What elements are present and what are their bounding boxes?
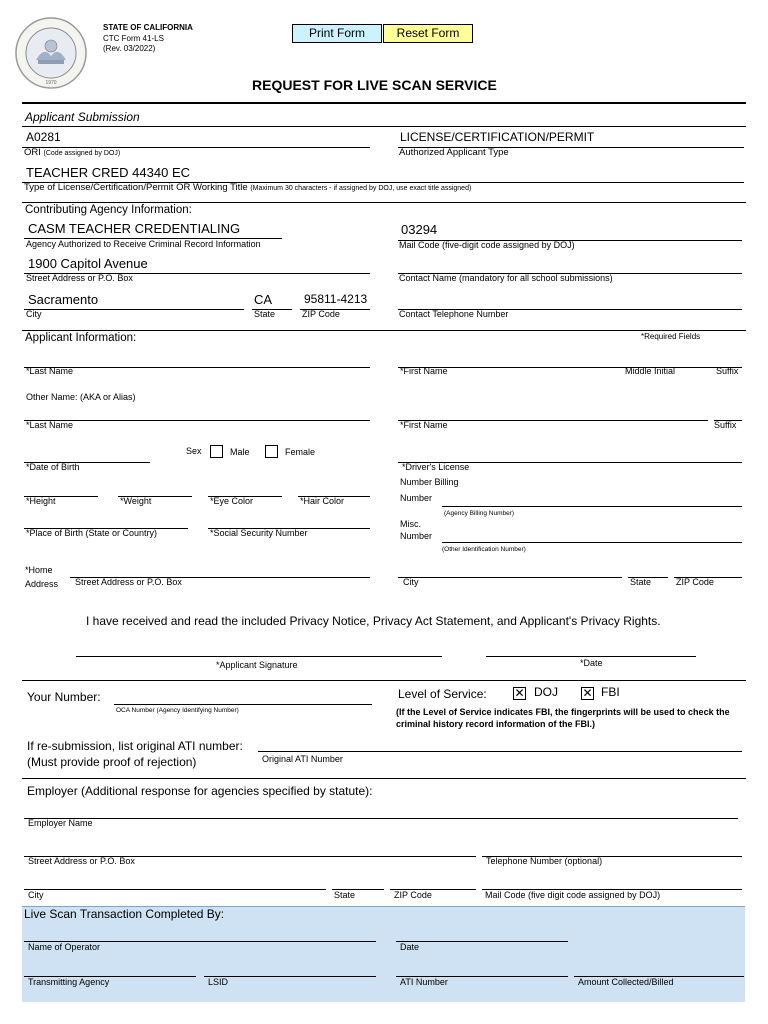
- fbi-note-line-1: (If the Level of Service indicates FBI, the fingerprints will be used to check the: [396, 707, 730, 717]
- employer-mail-code-label: Mail Code (five digit code assigned by DOJ): [485, 890, 661, 900]
- privacy-statement: I have received and read the included Privacy Notice, Privacy Act Statement, and Applicant's Privacy Rights.: [86, 614, 661, 628]
- agency-heading: Contributing Agency Information:: [25, 204, 192, 216]
- contact-name-label: Contact Name (mandatory for all school submissions): [399, 273, 613, 283]
- level-of-service-label: Level of Service:: [398, 687, 487, 701]
- signature-label: *Applicant Signature: [216, 660, 298, 670]
- original-ati-label: Original ATI Number: [262, 754, 343, 764]
- other-name-label: Other Name: (AKA or Alias): [26, 392, 136, 402]
- ssn-label: *Social Security Number: [210, 528, 308, 538]
- reset-form-button[interactable]: Reset Form: [383, 24, 473, 43]
- agency-street-value[interactable]: 1900 Capitol Avenue: [28, 256, 148, 271]
- resubmission-line-1: If re-submission, list original ATI number:: [27, 739, 243, 753]
- fbi-checkbox[interactable]: ✕: [582, 686, 593, 700]
- live-scan-heading: Live Scan Transaction Completed By:: [24, 907, 225, 921]
- state-label: STATE OF CALIFORNIA: [103, 23, 193, 32]
- mail-code-label: Mail Code (five-digit code assigned by DOJ): [399, 240, 575, 250]
- dob-label: *Date of Birth: [26, 462, 80, 472]
- doj-label: DOJ: [534, 685, 558, 699]
- fbi-label: FBI: [601, 685, 620, 699]
- your-number-label: Your Number:: [27, 690, 101, 704]
- weight-label: *Weight: [120, 496, 152, 506]
- employer-street-label: Street Address or P.O. Box: [28, 856, 135, 866]
- home-state-label: State: [630, 577, 652, 587]
- agency-billing-note: (Agency Billing Number): [444, 510, 515, 517]
- license-title-value[interactable]: TEACHER CRED 44340 EC: [26, 165, 190, 180]
- sex-label: Sex: [186, 446, 202, 456]
- employer-state-label: State: [334, 890, 356, 900]
- operator-name-label: Name of Operator: [28, 942, 101, 952]
- live-scan-date-label: Date: [400, 942, 420, 952]
- number-billing-label: Number Billing: [400, 477, 459, 487]
- employer-name-label: Employer Name: [28, 818, 93, 828]
- required-fields-note: *Required Fields: [641, 332, 701, 341]
- male-label: Male: [230, 447, 250, 457]
- height-label: *Height: [26, 496, 56, 506]
- suffix-label: Suffix: [716, 366, 739, 376]
- signature-date-label: *Date: [580, 658, 603, 668]
- mail-code-value[interactable]: 03294: [401, 222, 438, 237]
- alias-last-name-label: *Last Name: [26, 420, 74, 430]
- hair-color-label: *Hair Color: [300, 496, 345, 506]
- first-name-label: *First Name: [400, 366, 448, 376]
- male-checkbox[interactable]: [210, 445, 223, 458]
- middle-initial-label: Middle Initial: [625, 366, 676, 376]
- oca-number-label: OCA Number (Agency Identifying Number): [116, 707, 239, 714]
- agency-state-label: State: [254, 309, 276, 319]
- seal-year: 1970: [45, 80, 57, 86]
- resubmission-line-2: (Must provide proof of rejection): [27, 755, 197, 769]
- print-form-button[interactable]: Print Form: [292, 24, 382, 43]
- eye-color-label: *Eye Color: [210, 496, 254, 506]
- doj-checkbox[interactable]: ✕: [514, 686, 525, 700]
- applicant-submission-heading: Applicant Submission: [25, 110, 140, 124]
- fbi-note-line-2: criminal history record information of the FBI.): [396, 719, 596, 729]
- billing-number-label: Number: [400, 493, 433, 503]
- ati-number-label: ATI Number: [400, 977, 448, 987]
- ori-value[interactable]: A0281: [26, 130, 61, 144]
- applicant-type-label: Authorized Applicant Type: [399, 147, 509, 158]
- employer-zip-label: ZIP Code: [394, 890, 432, 900]
- license-title-label: Type of License/Certification/Permit OR Working Title (Maximum 30 characters - if assigned by DOJ, use exact title assigned): [24, 182, 472, 193]
- alias-first-name-label: *First Name: [400, 420, 448, 430]
- employer-city-label: City: [28, 890, 44, 900]
- home-label: *Home: [25, 565, 53, 575]
- employer-phone-label: Telephone Number (optional): [486, 856, 603, 866]
- form-number: CTC Form 41-LS: [103, 34, 164, 43]
- alias-suffix-label: Suffix: [714, 420, 737, 430]
- agency-street-label: Street Address or P.O. Box: [26, 273, 133, 283]
- agency-name-label: Agency Authorized to Receive Criminal Record Information: [26, 239, 261, 249]
- home-city-label: City: [403, 577, 419, 587]
- applicant-type-value[interactable]: LICENSE/CERTIFICATION/PERMIT: [400, 130, 595, 144]
- commission-seal: [14, 16, 88, 90]
- lsid-label: LSID: [208, 977, 229, 987]
- agency-city-label: City: [26, 309, 42, 319]
- misc-label: Misc.: [400, 519, 421, 529]
- home-street-label: Street Address or P.O. Box: [75, 577, 182, 587]
- agency-zip-label: ZIP Code: [302, 309, 340, 319]
- agency-name-value[interactable]: CASM TEACHER CREDENTIALING: [28, 221, 241, 236]
- other-id-note: (Other Identification Number): [442, 546, 526, 553]
- ori-label: ORI (Code assigned by DOJ): [24, 147, 121, 158]
- home-zip-label: ZIP Code: [676, 577, 714, 587]
- transmitting-agency-label: Transmitting Agency: [28, 977, 110, 987]
- agency-city-value[interactable]: Sacramento: [28, 292, 99, 307]
- female-label: Female: [285, 447, 316, 457]
- address-label: Address: [25, 579, 59, 589]
- amount-collected-label: Amount Collected/Billed: [578, 977, 674, 987]
- last-name-label: *Last Name: [26, 366, 74, 376]
- place-of-birth-label: *Place of Birth (State or Country): [26, 528, 158, 538]
- employer-heading: Employer (Additional response for agencies specified by statute):: [27, 784, 373, 798]
- agency-zip-value[interactable]: 95811-4213: [304, 292, 368, 306]
- misc-number-label: Number: [400, 531, 433, 541]
- page-title: REQUEST FOR LIVE SCAN SERVICE: [252, 77, 497, 93]
- form-revision: (Rev. 03/2022): [103, 44, 156, 53]
- drivers-license-label: *Driver's License: [402, 462, 470, 472]
- agency-state-value[interactable]: CA: [254, 292, 273, 307]
- applicant-info-heading: Applicant Information:: [25, 332, 137, 344]
- contact-phone-label: Contact Telephone Number: [399, 309, 509, 319]
- female-checkbox[interactable]: [265, 445, 278, 458]
